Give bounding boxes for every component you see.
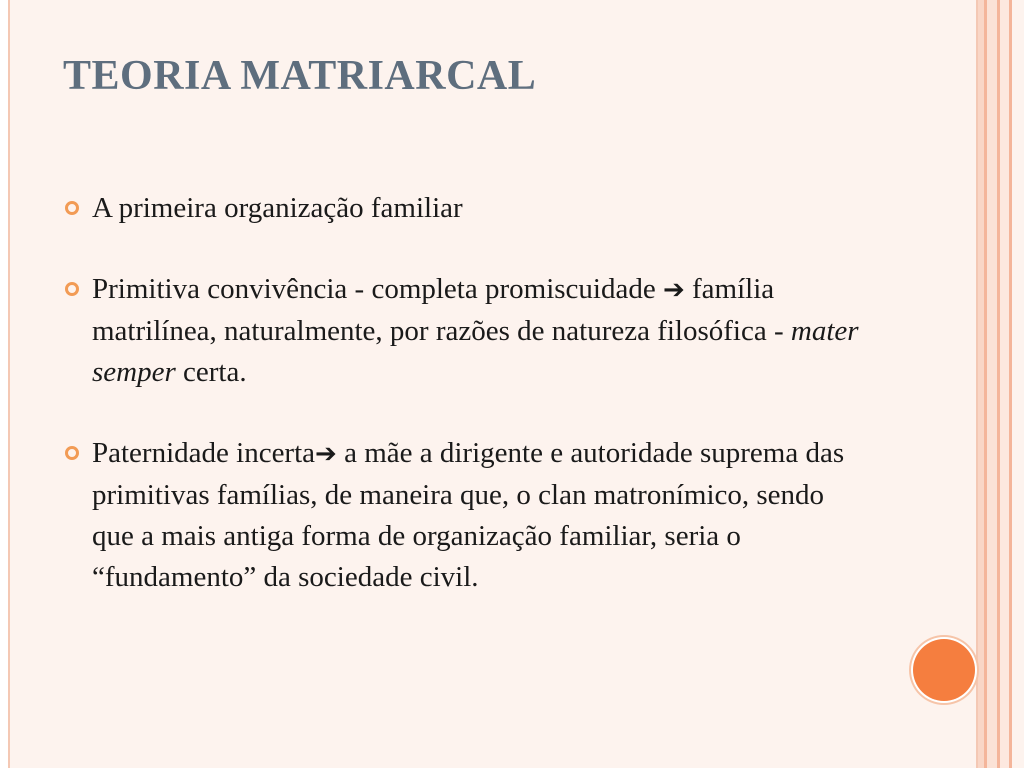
ring-bullet-icon: [65, 446, 79, 460]
bullet-text: família matrilínea, naturalmente, por razões de natureza filosófica -: [92, 273, 791, 347]
bullet-item-3: [62, 433, 862, 598]
bullet-italic-text: mater semper: [92, 315, 859, 388]
right-arrow-icon: ➔: [662, 275, 685, 305]
right-arrow-icon: ➔: [315, 439, 337, 469]
slide-title: TEORIA MATRIARCAL: [63, 53, 537, 99]
bullet-text: certa.: [175, 356, 247, 388]
bullet-item-2: [62, 269, 862, 393]
bullet-text: Primitiva convivência - completa promiscuidade: [92, 273, 663, 305]
bullet-list: [62, 188, 862, 638]
bullet-text: Paternidade incerta: [92, 437, 316, 469]
border-stripe: [1000, 0, 1009, 768]
bullet-item-1: [62, 188, 862, 229]
border-stripe: [1012, 0, 1024, 768]
bullet-text: A primeira organização familiar: [92, 192, 463, 224]
ring-bullet-icon: [65, 282, 79, 296]
orange-circle-icon: [913, 639, 975, 701]
bullet-text: a mãe a dirigente e autoridade suprema das primitivas famílias, de maneira que, o clan matronímico, sendo que a mais antiga forma de organização familiar, seria o “fundamento” da sociedade civil.: [92, 437, 845, 593]
ring-bullet-icon: [65, 201, 79, 215]
border-stripe: [987, 0, 997, 768]
